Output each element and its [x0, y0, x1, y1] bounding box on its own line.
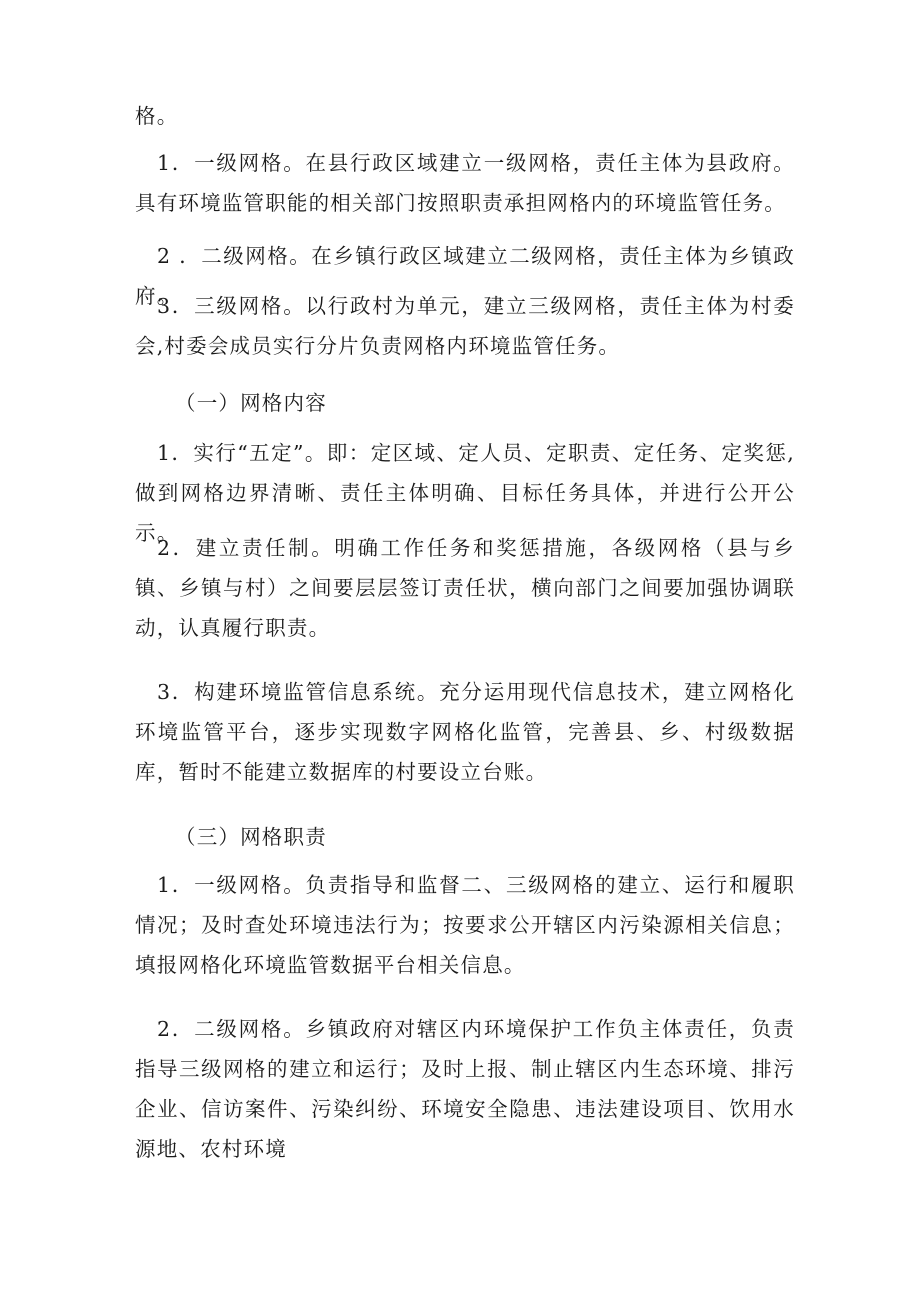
paragraph-third-level-grid: 3．三级网格。以行政村为单元，建立三级网格，责任主体为村委会,村委会成员实行分片负责网格内环境监管任务。	[135, 294, 795, 358]
section-heading-grid-content: （一）网格内容	[175, 391, 327, 415]
section-heading-grid-duties: （三）网格职责	[175, 825, 327, 849]
paragraph-five-fixed: 1．实行“五定”。即：定区域、定人员、定职责、定任务、定奖惩,做到网格边界清晰、责任主体明确、目标任务具体，并进行公开公示。	[135, 441, 795, 545]
paragraph-first-level-grid: 1．一级网格。在县行政区域建立一级网格，责任主体为县政府。具有环境监管职能的相关部门按照职责承担网格内的环境监管任务。	[135, 151, 795, 215]
paragraph-information-system: 3．构建环境监管信息系统。充分运用现代信息技术，建立网格化环境监管平台，逐步实现数字网格化监管，完善县、乡、村级数据库，暂时不能建立数据库的村要设立台账。	[135, 680, 795, 784]
paragraph-first-level-duties: 1．一级网格。负责指导和监督二、三级网格的建立、运行和履职情况；及时查处环境违法行为；按要求公开辖区内污染源相关信息；填报网格化环境监管数据平台相关信息。	[135, 873, 795, 977]
paragraph-second-level-grid: 2 ．二级网格。在乡镇行政区域建立二级网格，责任主体为乡镇政府。	[135, 244, 795, 308]
paragraph-second-level-duties: 2．二级网格。乡镇政府对辖区内环境保护工作负主体责任，负责指导三级网格的建立和运行；及时上报、制止辖区内生态环境、排污企业、信访案件、污染纠纷、环境安全隐患、违法建设项目、饮用水源地、农村环境	[135, 1017, 795, 1161]
paragraph-continuation: 格。	[135, 104, 179, 128]
paragraph-responsibility-system: 2．建立责任制。明确工作任务和奖惩措施，各级网格（县与乡镇、乡镇与村）之间要层层签订责任状，横向部门之间要加强协调联动，认真履行职责。	[135, 536, 795, 640]
